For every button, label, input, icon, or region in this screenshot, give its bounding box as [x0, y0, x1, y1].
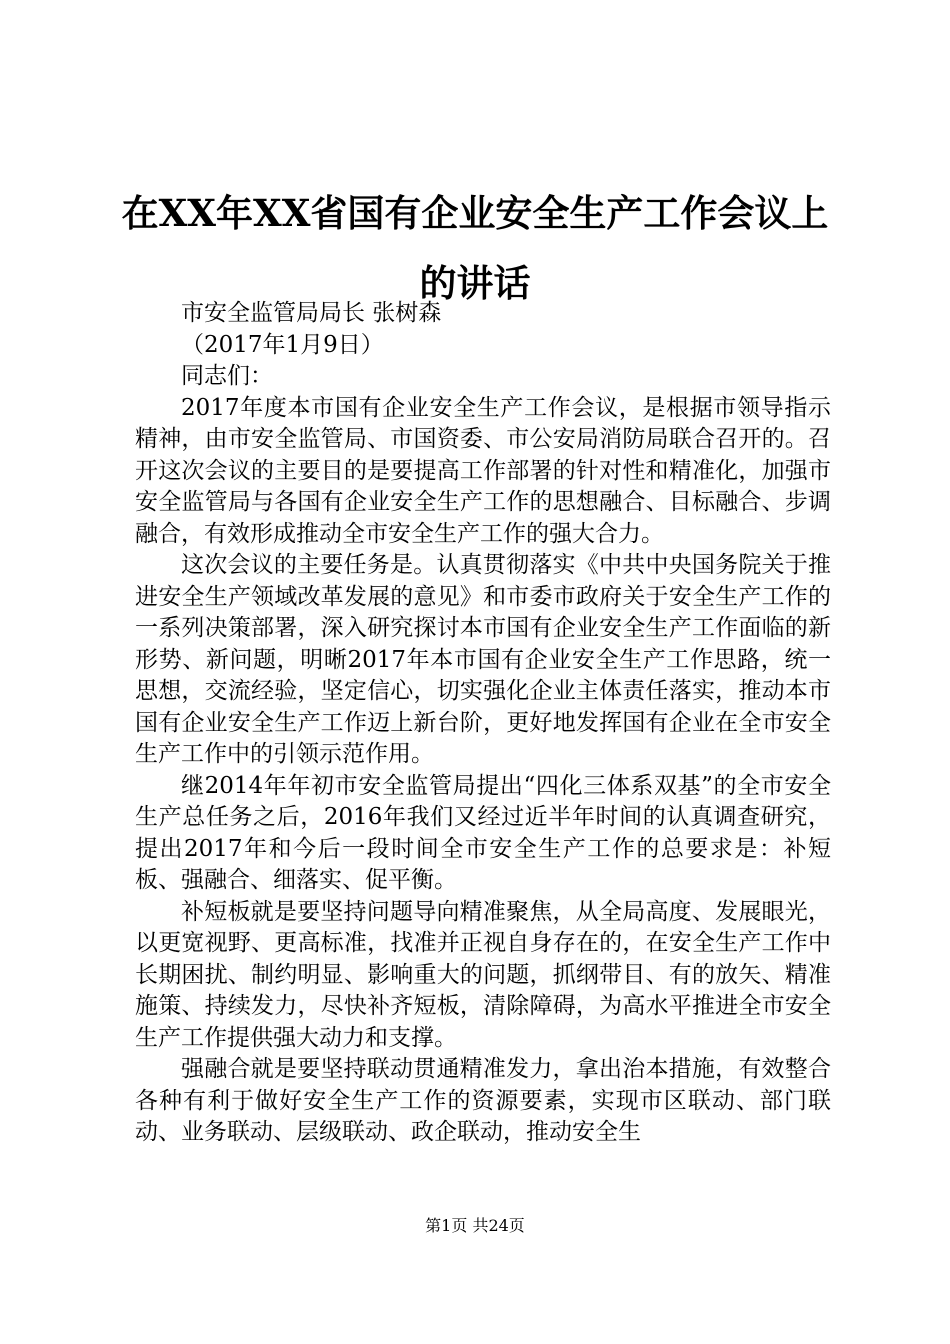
salutation: 同志们： [181, 363, 273, 389]
document-body [135, 298, 831, 1149]
paragraph: 继2014年年初市安全监管局提出“四化三体系双基”的全市安全生产总任务之后，2016年我们又经过近半年时间的认真调查研究，提出2017年和今后一段时间全市安全生产工作的总要求是：补短板、强融合、细落实、促平衡。 [135, 772, 831, 893]
paragraph: 补短板就是要坚持问题导向精准聚焦，从全局高度、发展眼光，以更宽视野、更高标准，找准并正视自身存在的，在安全生产工作中长期困扰、制约明显、影响重大的问题，抓纲带目、有的放矢、精准施策、持续发力，尽快补齐短板，清除障碍，为高水平推进全市安全生产工作提供强大动力和支撑。 [135, 898, 831, 1051]
page-footer: 第1页 共24页 [425, 1216, 525, 1235]
date-line: （2017年1月9日） [181, 331, 384, 358]
paragraph: 2017年度本市国有企业安全生产工作会议，是根据市领导指示精神，由市安全监管局、市国资委、市公安局消防局联合召开的。召开这次会议的主要目的是要提高工作部署的针对性和精准化，加强市安全监管局与各国有企业安全生产工作的思想融合、目标融合、步调融合，有效形成推动全市安全生产工作的强大合力。 [135, 394, 831, 547]
paragraph: 强融合就是要坚持联动贯通精准发力，拿出治本措施，有效整合各种有利于做好安全生产工作的资源要素，实现市区联动、部门联动、业务联动、层级联动、政企联动，推动安全生 [135, 1056, 831, 1145]
paragraph: 这次会议的主要任务是。认真贯彻落实《中共中央国务院关于推进安全生产领域改革发展的意见》和市委市政府关于安全生产工作的一系列决策部署，深入研究探讨本市国有企业安全生产工作面临的新形势、新问题，明晰2017年本市国有企业安全生产工作思路，统一思想，交流经验，坚定信心，切实强化企业主体责任落实，推动本市国有企业安全生产工作迈上新台阶，更好地发挥国有企业在全市安全生产工作中的引领示范作用。 [135, 552, 831, 767]
author-line: 市安全监管局局长 张树森 [181, 300, 442, 326]
document-title: 在XX年XX省国有企业安全生产工作会议上的讲话 [121, 191, 829, 305]
